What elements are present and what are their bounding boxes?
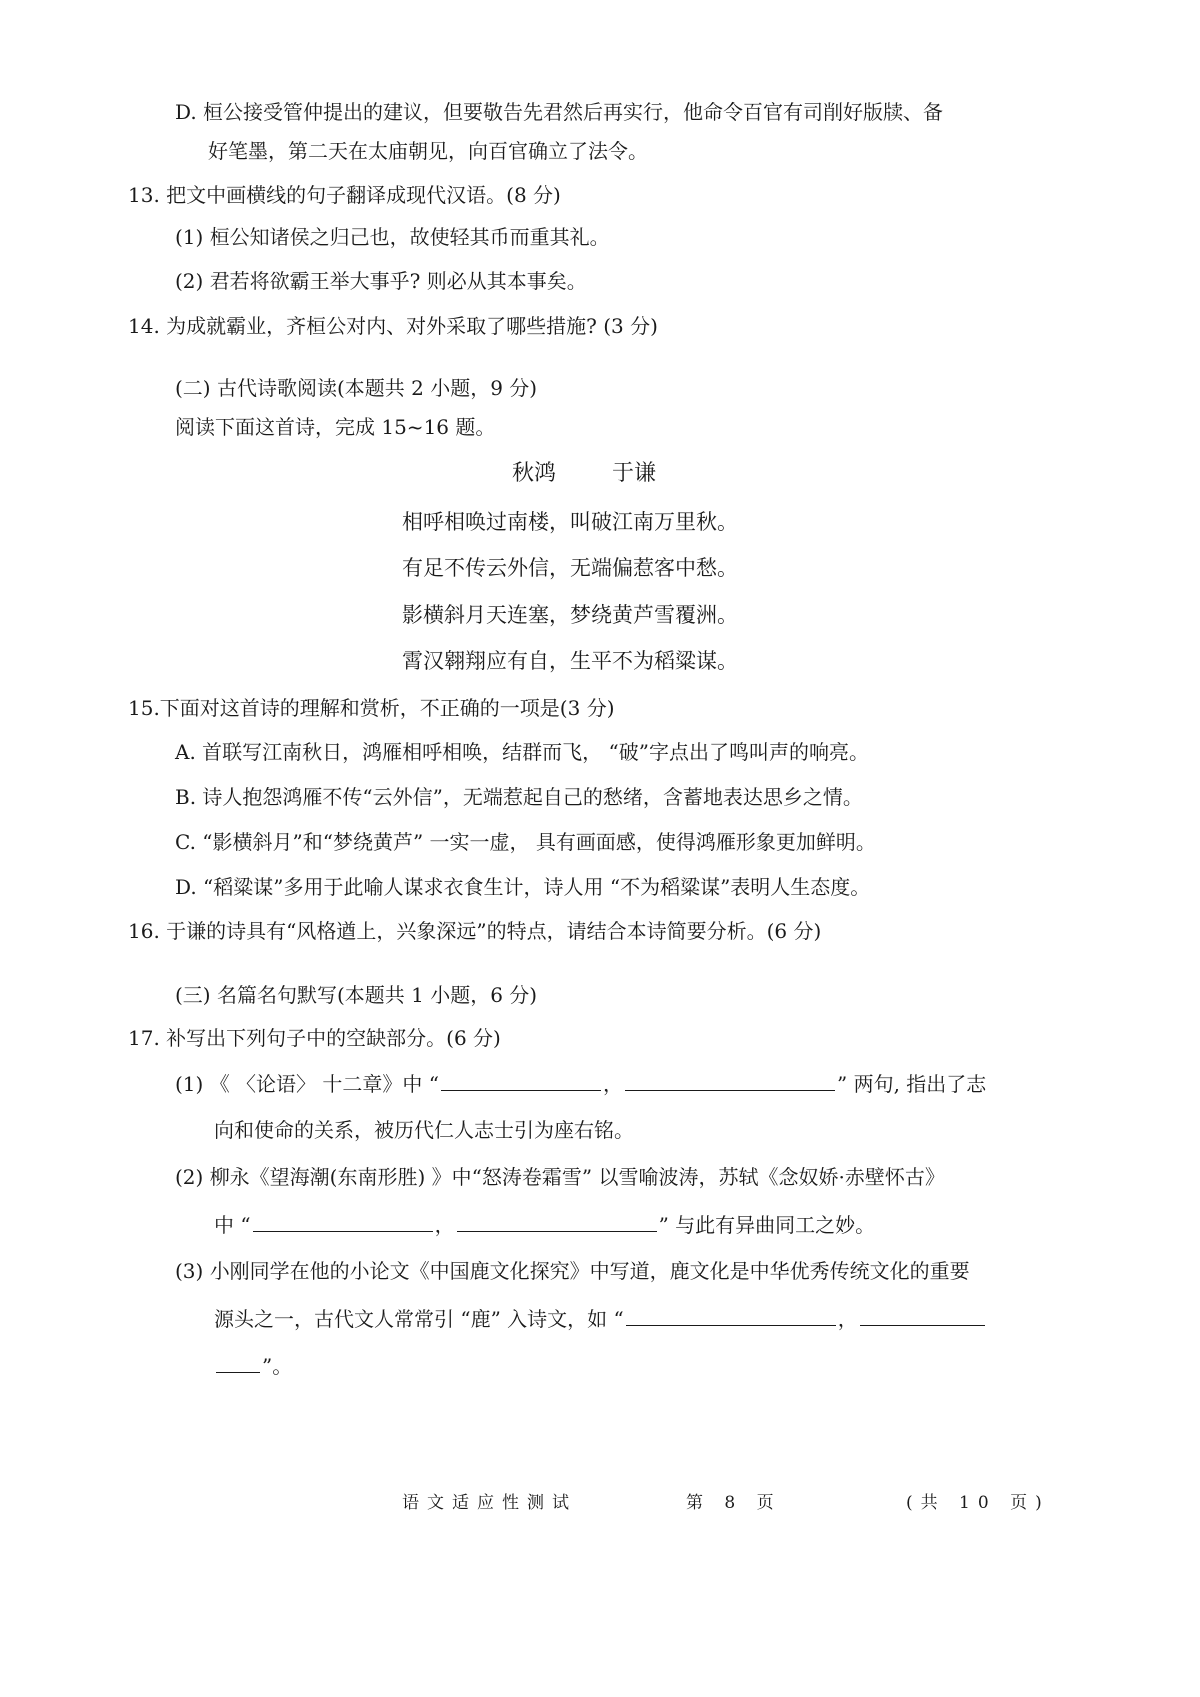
poem-line-3: 影横斜月天连塞，梦绕黄芦雪覆洲。 <box>402 603 738 627</box>
answer-blank[interactable] <box>626 1305 836 1326</box>
q12-option-d-line1: D. 桓公接受管仲提出的建议，但要敬告先君然后再实行，他命令百官有司削好版牍、备 <box>175 100 944 124</box>
poem-line-4: 霄汉翱翔应有自，生平不为稻粱谋。 <box>402 649 738 673</box>
poem-author: 于谦 <box>612 461 657 486</box>
q15-option-c: C. “影横斜月”和“梦绕黄芦” 一实一虚， 具有画面感，使得鸿雁形象更加鲜明。 <box>175 830 876 854</box>
section2-heading: (二) 古代诗歌阅读(本题共 2 小题，9 分) <box>175 376 538 400</box>
q17-item3-line2 <box>214 1305 987 1332</box>
answer-blank[interactable] <box>216 1352 260 1373</box>
q14-stem: 14. 为成就霸业，齐桓公对内、对外采取了哪些措施? (3 分) <box>128 314 658 338</box>
section3-heading: (三) 名篇名句默写(本题共 1 小题，6 分) <box>175 983 538 1007</box>
answer-blank[interactable] <box>860 1305 985 1326</box>
q17-item1-separator: ， <box>602 1072 623 1096</box>
q15-option-d: D. “稻粱谋”多用于此喻人谋求衣食生计，诗人用 “不为稻粱谋”表明人生态度。 <box>175 875 871 899</box>
q17-item3-line1: (3) 小刚同学在他的小论文《中国鹿文化探究》中写道，鹿文化是中华优秀传统文化的重要 <box>175 1259 970 1283</box>
q17-item1-suffix: ” 两句, 指出了志 <box>836 1072 987 1096</box>
q13-item1: (1) 桓公知诸侯之归己也，故使轻其币而重其礼。 <box>175 225 610 249</box>
section2-instruction: 阅读下面这首诗，完成 15~16 题。 <box>175 415 496 439</box>
poem-title: 秋鸿 <box>512 461 557 486</box>
q16-stem: 16. 于谦的诗具有“风格遒上，兴象深远”的特点，请结合本诗简要分析。(6 分) <box>128 919 822 943</box>
answer-blank[interactable] <box>253 1211 433 1232</box>
footer-page-number: 第 8 页 <box>686 1493 782 1513</box>
q17-item2-separator: ， <box>434 1213 455 1237</box>
q17-item1-line1 <box>175 1070 986 1097</box>
q13-item2: (2) 君若将欲霸王举大事乎? 则必从其本事矣。 <box>175 269 587 293</box>
footer-subject: 语文适应性测试 <box>402 1493 577 1513</box>
q17-item2-prefix: 中 “ <box>214 1213 251 1237</box>
q15-option-b: B. 诗人抱怨鸿雁不传“云外信”，无端惹起自己的愁绪，含蓄地表达思乡之情。 <box>175 785 863 809</box>
answer-blank[interactable] <box>441 1070 601 1091</box>
poem-line-1: 相呼相唤过南楼，叫破江南万里秋。 <box>402 510 738 534</box>
q15-stem: 15.下面对这首诗的理解和赏析，不正确的一项是(3 分) <box>128 696 615 720</box>
q17-item3-prefix: 源头之一，古代文人常常引 “鹿” 入诗文，如 “ <box>214 1307 624 1331</box>
answer-blank[interactable] <box>457 1211 657 1232</box>
q17-item2-line2 <box>214 1211 875 1238</box>
footer-total-pages: (共 10 页) <box>906 1493 1050 1513</box>
q17-item3-end: ”。 <box>262 1354 293 1378</box>
q17-item1-line2: 向和使命的关系，被历代仁人志士引为座右铭。 <box>214 1118 634 1142</box>
q17-item3-line3 <box>214 1352 292 1379</box>
q13-stem: 13. 把文中画横线的句子翻译成现代汉语。(8 分) <box>128 183 561 207</box>
q12-option-d-line2: 好笔墨，第二天在太庙朝见，向百官确立了法令。 <box>208 139 648 163</box>
q17-item1-prefix: (1) 《 〈论语〉 十二章》中 “ <box>175 1072 439 1096</box>
q15-option-a: A. 首联写江南秋日，鸿雁相呼相唤，结群而飞， “破”字点出了鸣叫声的响亮。 <box>175 740 869 764</box>
q17-item2-suffix: ” 与此有异曲同工之妙。 <box>658 1213 876 1237</box>
answer-blank[interactable] <box>625 1070 835 1091</box>
q17-item2-line1: (2) 柳永《望海潮(东南形胜) 》中“怒涛卷霜雪” 以雪喻波涛，苏轼《念奴娇·赤壁怀古》 <box>175 1165 945 1189</box>
q17-item3-separator: ， <box>837 1307 858 1331</box>
q17-stem: 17. 补写出下列句子中的空缺部分。(6 分) <box>128 1026 501 1050</box>
poem-line-2: 有足不传云外信，无端偏惹客中愁。 <box>402 556 738 580</box>
